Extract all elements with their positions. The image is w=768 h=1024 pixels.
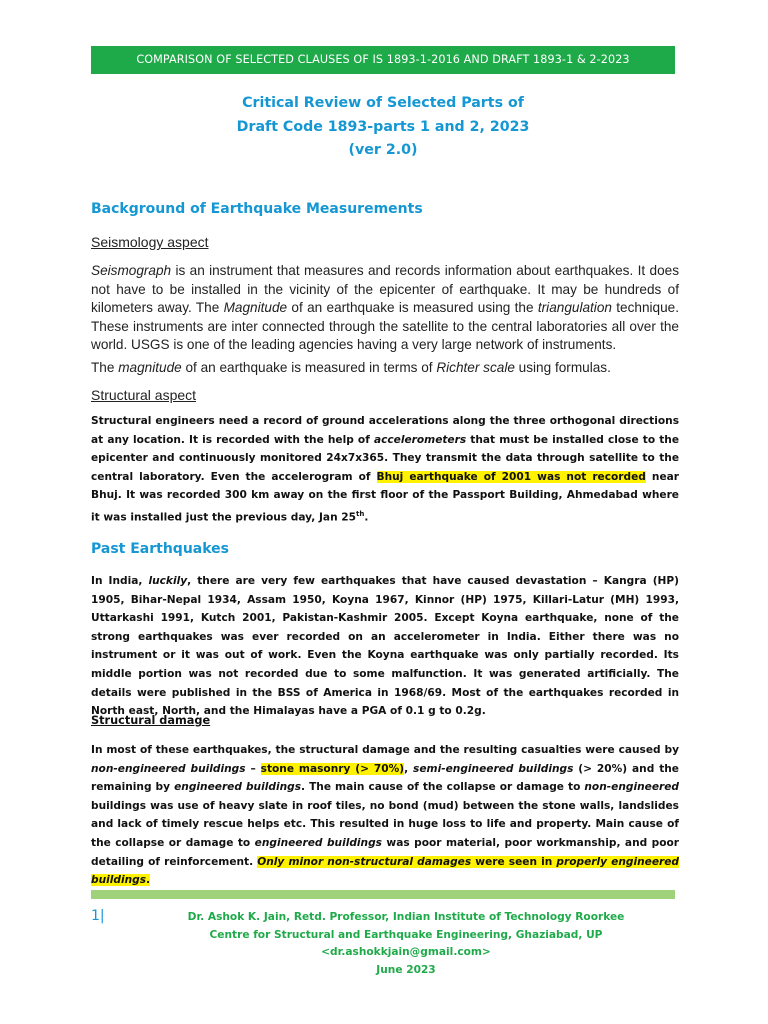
paragraph-past-earthquakes: [91, 572, 679, 721]
text-run: magnitude: [118, 360, 182, 375]
section-heading-background: Background of Earthquake Measurements: [91, 201, 423, 217]
paragraph-structural-damage: [91, 741, 679, 890]
text-run: –: [245, 762, 261, 775]
text-run: properly engineered buildings: [91, 855, 679, 887]
paragraph-structural: [91, 412, 679, 527]
text-run: Magnitude: [223, 300, 288, 315]
text-run: , there are very few earthquakes that have caused devastation – Kangra (HP) 1905, Bihar-Nepal 1934, Assam 1950, Koyna 1967, Kinnor (HP) 1975, Killari-Latur (MH) 1993, Uttarkashi 1991, Kutch 2001, Pakistan-Kashmir 2005. Except Koyna earthquake, none of the strong earthquakes was ever recorded on an accelerometer in India. Either there was no instrument or it was out of work. Even the Koyna earthquake was only partially recorded. Its middle portion was not recorded due to some malfunction. It was generated artificially. The details were published in the BSS of America in 1968/69. Most of the earthquakes recorded in North east, North, and the Himalayas have a PGA of 0.1 g to 0.2g.: [91, 575, 680, 718]
text-run: was poor material, poor workmanship, and poor detailing of reinforcement.: [91, 836, 680, 868]
text-run: Only minor non-structural damages: [257, 855, 472, 868]
footer-email: <dr.ashokkjain@gmail.com>: [321, 946, 491, 959]
text-run: of an earthquake is measured in terms of: [181, 360, 437, 375]
text-run: that must be installed close to the epicenter and continuously monitored 24x7x365. They transmit the data through satellite to the central laboratory. Even the accelerogram of: [91, 433, 680, 483]
highlight-bhuj: Bhuj earthquake of 2001 was not recorded: [376, 470, 646, 483]
text-run: In India,: [91, 575, 149, 587]
footer-line-2: Centre for Structural and Earthquake Engineering, Ghaziabad, UP: [209, 928, 603, 941]
text-run: .: [146, 874, 151, 887]
title-line-1: Critical Review of Selected Parts of: [242, 95, 524, 111]
highlight-stone-masonry: stone masonry (> 70%): [260, 762, 405, 775]
text-run: technique. These instruments are inter connected through the satellite to the central laboratories all over the world. USGS is one of the leading agencies having a very large network of instruments.: [91, 300, 679, 352]
text-run: semi-engineered buildings: [413, 762, 574, 775]
text-run: Seismograph: [91, 263, 172, 278]
subheading-structural: Structural aspect: [91, 387, 197, 403]
text-run: is an instrument that measures and records information about earthquakes. It does not have to be installed in the vicinity of the epicenter of earthquake. It may be hundreds of kilometers away. The: [91, 263, 679, 315]
text-run: luckily: [148, 575, 188, 587]
page-number: 1|: [91, 908, 105, 924]
text-run: Structural engineers need a record of ground accelerations along the three orthogonal directions at any location. It is recorded with the help of: [91, 415, 679, 446]
title-version: (ver 2.0): [348, 142, 418, 158]
paragraph-magnitude: [91, 359, 679, 378]
text-run: Richter scale: [436, 360, 515, 375]
text-run: In most of these earthquakes, the structural damage and the resulting casualties were caused by: [91, 744, 679, 756]
text-run: (> 20%) and the remaining by: [91, 762, 679, 794]
footer-author: [140, 909, 672, 979]
section-heading-past-earthquakes: Past Earthquakes: [91, 541, 230, 557]
text-run: triangulation: [537, 300, 612, 315]
text-run: non-engineered: [584, 781, 679, 794]
superscript: th: [356, 509, 365, 518]
header-banner: COMPARISON OF SELECTED CLAUSES OF IS 1893-1-2016 AND DRAFT 1893-1 & 2-2023: [91, 46, 675, 74]
text-run: accelerometers: [373, 433, 467, 446]
text-run: non-engineered buildings: [91, 762, 246, 775]
text-run: were seen in: [471, 855, 557, 868]
footer-line-1: Dr. Ashok K. Jain, Retd. Professor, Indian Institute of Technology Roorkee: [187, 911, 625, 923]
text-run: engineered buildings: [174, 781, 302, 794]
text-run: ,: [404, 762, 414, 775]
text-run: The: [91, 360, 119, 375]
title-line-2: Draft Code 1893-parts 1 and 2, 2023: [236, 118, 530, 135]
footer-divider: [91, 890, 675, 899]
document-title: [91, 92, 675, 163]
text-run: near Bhuj. It was recorded 300 km away on the first floor of the Passport Building, Ahmedabad where it was installed just the previous day, Jan 25: [91, 470, 679, 524]
subheading-structural-damage: Structural damage: [91, 714, 211, 727]
text-run: using formulas.: [514, 360, 611, 375]
text-run: . The main cause of the collapse or damage to: [301, 781, 585, 794]
paragraph-seismograph: [91, 262, 679, 355]
text-run: of an earthquake is measured using the: [287, 300, 538, 315]
text-run: .: [364, 511, 369, 524]
footer-date: June 2023: [376, 963, 436, 976]
text-run: engineered buildings: [254, 836, 382, 849]
text-run: buildings was use of heavy slate in roof tiles, no bond (mud) between the stone walls, landslides and lack of timely rescue helps etc. This resulted in huge loss to life and property. Main cause of the collapse or damage to: [91, 799, 679, 849]
subheading-seismology: Seismology aspect: [91, 234, 209, 250]
